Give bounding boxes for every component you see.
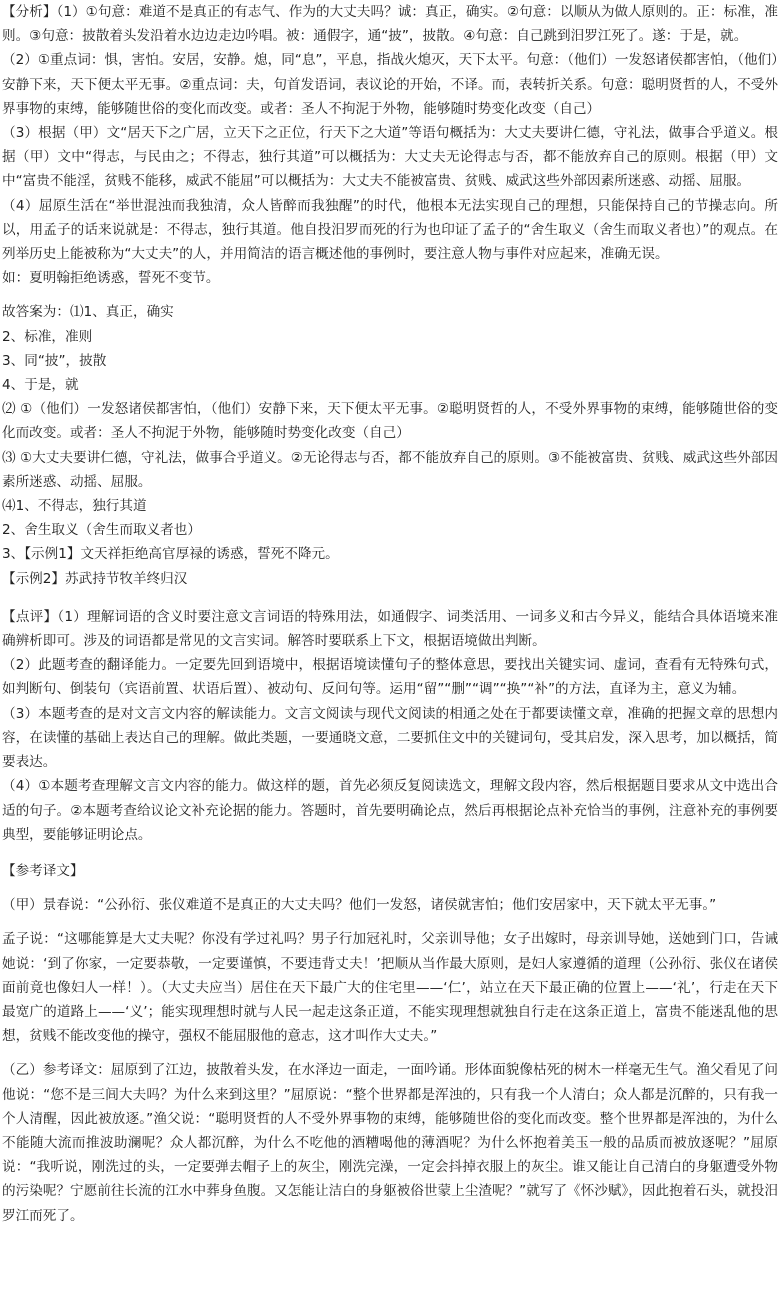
analysis-paragraph-1: 【分析】（1）①句意：难道不是真正的有志气、作为的大丈夫吗？诚：真正，确实。②句意：以顺从为做人原则的。正：标准，准则。③句意：披散着头发沿着水边边走边吟唱。被：通假字，通“披”，披散。④句意：自己跳到汨罗江死了。遂：于是，就。: [2, 4, 778, 45]
analysis-example: 如：夏明翰拒绝诱惑，誓死不变节。: [2, 270, 220, 287]
analysis-paragraph-4: （4）屈原生活在“举世混浊而我独清，众人皆醉而我独醒”的时代，他根本无法实现自己的理想，只能保持自己的节操志向。所以，用孟子的话来说就是：不得志，独行其道。他自投汨罗而死的行为也印证了孟子的“舍生取义（舍生而取义者也）”的观点。在列举历史上能被称为“大丈夫”的人，并用简洁的语言概述他的事例时，要注意人物与事件对应起来，准确无误。: [2, 197, 778, 263]
spacer: [2, 591, 778, 605]
comment-paragraph-3: （3）本题考查的是对文言文内容的解读能力。文言文阅读与现代文阅读的相通之处在于都要读懂文章，准确的把握文章的思想内容，在读懂的基础上表达自己的理解。做此类题，一要通晓文意，二要抓住文中的关键词句，受其启发，深入思考，加以概括，简要表达。: [2, 705, 778, 771]
translation-paragraph-mencius: 孟子说：“这哪能算是大丈夫呢？你没有学过礼吗？男子行加冠礼时，父亲训导他；女子出嫁时，母亲训导她，送她到门口，告诫她说：‘到了你家，一定要恭敬，一定要谨慎，不要违背丈夫！’把顺从当作最大原则，是妇人家遵循的道理（公孙衍、张仪在诸侯面前竟也像妇人一样！）。（大丈夫应当）居住在天下最广大的住宅里——‘仁’，站立在天下最正确的位置上——‘礼’，行走在天下最宽广的道路上——‘义’；能实现理想时就与人民一起走这条正道，不能实现理想就独自行走在这条正道上，富贵不能迷乱他的思想，贫贱不能改变他的操守，强权不能屈服他的意志，这才叫作大丈夫。”: [2, 931, 778, 1045]
answer-section: [2, 300, 778, 590]
spacer: [2, 917, 778, 927]
answer-line: 2、舍生取义（舍生而取义者也）: [2, 522, 201, 539]
spacer: [2, 1048, 778, 1058]
spacer: [2, 847, 778, 859]
answer-line: 3、同“披”，披散: [2, 352, 107, 369]
translation-paragraph-jia: （甲）景春说：“公孙衍、张仪难道不是真正的大丈夫吗？他们一发怒，诸侯就害怕；他们安居家中，天下就太平无事。”: [2, 897, 717, 914]
translation-title: 【参考译文】: [2, 862, 84, 879]
comment-paragraph-2: （2）此题考查的翻译能力。一定要先回到语境中，根据语境读懂句子的整体意思，要找出关键实词、虚词，查看有无特殊句式，如判断句、倒装句（宾语前置、状语后置）、被动句、反问句等。运用“留”“删”“调”“换”“补”的方法，直译为主，意义为辅。: [2, 657, 778, 698]
answer-line: 故答案为：⑴1、真正，确实: [2, 304, 174, 321]
spacer: [2, 290, 778, 300]
answer-line: 2、标准，准则: [2, 328, 93, 345]
comment-paragraph-4: （4）①本题考查理解文言文内容的能力。做这样的题，首先必须反复阅读选文，理解文段内容，然后根据题目要求从文中选出合适的句子。②本题考查给议论文补充论据的能力。答题时，首先要明确论点，然后再根据论点补充恰当的事例，注意补充的事例要典型，要能够证明论点。: [2, 778, 778, 843]
spacer: [2, 883, 778, 893]
analysis-paragraph-2: （2）①重点词：惧，害怕。安居，安静。熄，同“息”，平息，指战火熄灭，天下太平。句意：（他们）一发怒诸侯都害怕，（他们）安静下来，天下便太平无事。②重点词：夫，句首发语词，表议论的开始，不译。而，表转折关系。句意：聪明贤哲的人，不受外界事物的束缚，能够随世俗的变化而改变。或者：圣人不拘泥于外物，能够随时势变化改变（自己）: [2, 52, 778, 117]
answer-line: ⑵ ①（他们）一发怒诸侯都害怕，（他们）安静下来，天下便太平无事。②聪明贤哲的人，不受外界事物的束缚，能够随世俗的变化而改变。或者：圣人不拘泥于外物，能够随时势变化改变（自己）: [2, 401, 778, 442]
answer-line: 【示例2】苏武持节牧羊终归汉: [2, 570, 188, 587]
answer-line: 4、于是，就: [2, 377, 79, 394]
translation-section: [2, 859, 778, 1228]
analysis-section: [2, 0, 778, 290]
translation-paragraph-yi: （乙）参考译文：屈原到了江边，披散着头发，在水泽边一面走，一面吟诵。形体面貌像枯死的树木一样毫无生气。渔父看见了问他说：“您不是三闾大夫吗？为什么来到这里？”屈原说：“整个世界都是浑浊的，只有我一个人清白；众人都是沉醉的，只有我一个人清醒，因此被放逐。”渔父说：“聪明贤哲的人不受外界事物的束缚，能够随世俗的变化而改变。整个世界都是浑浊的，为什么不能随大流而推波助澜呢？众人都沉醉，为什么不吃他的酒糟喝他的薄酒呢？为什么怀抱着美玉一般的品质而被放逐呢？”屈原说：“我听说，刚洗过的头，一定要弹去帽子上的灰尘，刚洗完澡，一定会抖掉衣服上的灰尘。谁又能让自己清白的身躯遭受外物的污染呢？宁愿前往长流的江水中葬身鱼腹。又怎能让洁白的身躯被俗世蒙上尘渣呢？”就写了《怀沙赋》，因此抱着石头，就投汨罗江而死了。: [2, 1062, 778, 1224]
comment-paragraph-1: 【点评】（1）理解词语的含义时要注意文言词语的特殊用法，如通假字、词类活用、一词多义和古今异义，能结合具体语境来准确辨析即可。涉及的词语都是常见的文言实词。解答时要联系上下文，根据语境做出判断。: [2, 608, 778, 650]
comment-section: [2, 605, 778, 847]
answer-line: 3、【示例1】文天祥拒绝高官厚禄的诱惑，誓死不降元。: [2, 546, 339, 563]
answer-line: ⑶ ①大丈夫要讲仁德，守礼法，做事合乎道义。②无论得志与否，都不能放弃自己的原则。③不能被富贵、贫贱、威武这些外部因素所迷惑、动摇、屈服。: [2, 449, 778, 490]
analysis-paragraph-3: （3）根据（甲）文“居天下之广居，立天下之正位，行天下之大道”等语句概括为：大丈夫要讲仁德，守礼法，做事合乎道义。根据（甲）文中“得志，与民由之；不得志，独行其道”可以概括为：大丈夫无论得志与否，都不能放弃自己的原则。根据（甲）文中“富贵不能淫，贫贱不能移，威武不能屈”可以概括为：大丈夫不能被富贵、贫贱、威武这些外部因素所迷惑、动摇、屈服。: [2, 125, 778, 190]
answer-line: ⑷1、不得志，独行其道: [2, 498, 147, 515]
